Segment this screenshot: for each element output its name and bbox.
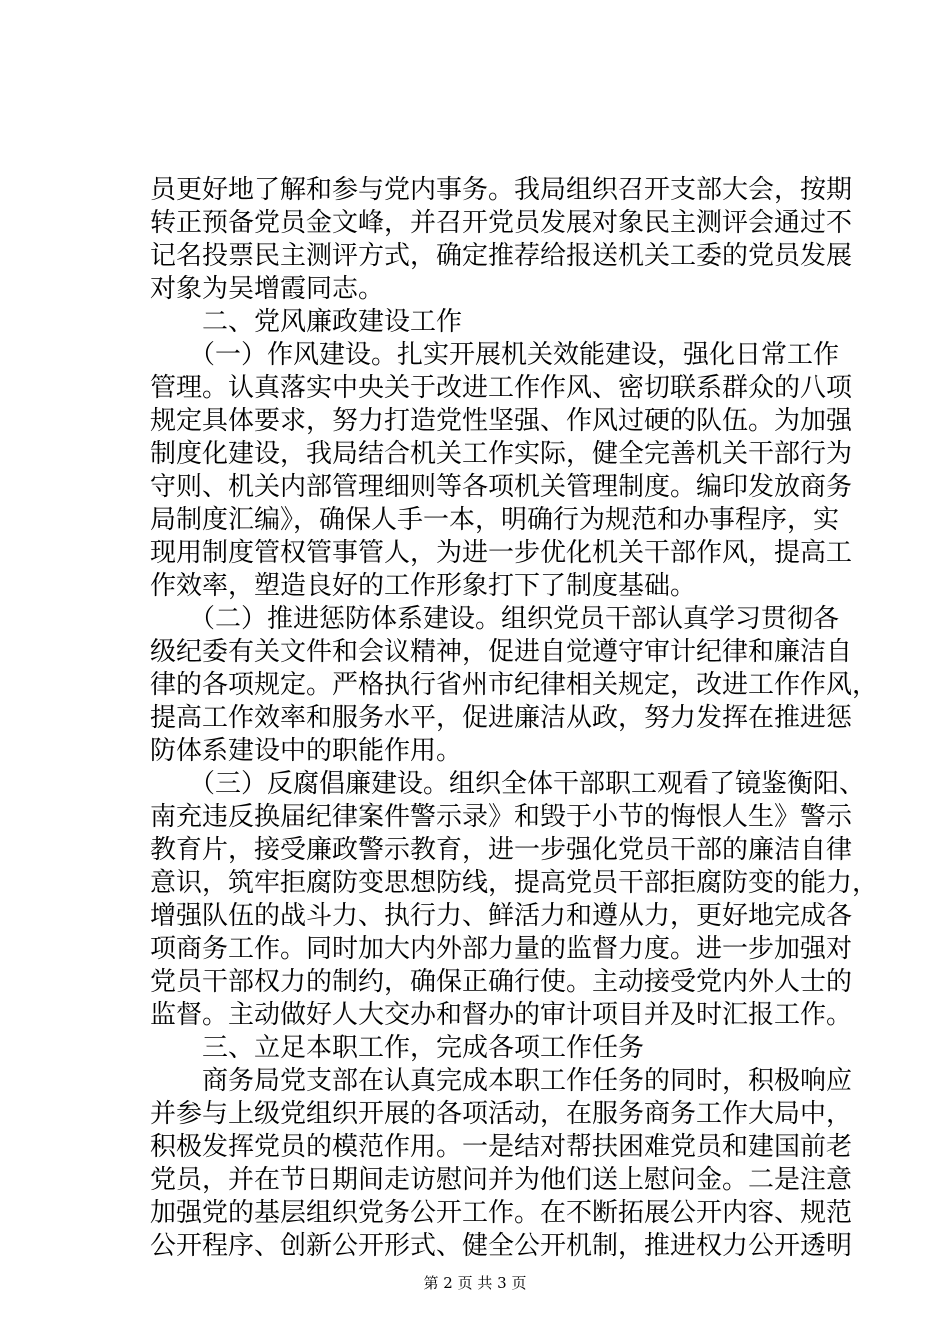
text-line: 作效率，塑造良好的工作形象打下了制度基础。 — [150, 571, 697, 601]
page-number-footer: 第 2 页 共 3 页 — [423, 1274, 527, 1292]
text-line: 商务局党支部在认真完成本职工作任务的同时，积极响应 — [150, 1066, 853, 1096]
text-line: 级纪委有关文件和会议精神，促进自觉遵守审计纪律和廉洁自 — [150, 637, 853, 667]
text-line: 守则、机关内部管理细则等各项机关管理制度。编印发放商务 — [150, 472, 853, 502]
text-line: 现用制度管权管事管人，为进一步优化机关干部作风，提高工 — [150, 538, 853, 568]
text-line: 公开程序、创新公开形式、健全公开机制，推进权力公开透明 — [150, 1231, 853, 1261]
text-line: 转正预备党员金文峰，并召开党员发展对象民主测评会通过不 — [150, 208, 853, 238]
text-line: 制度化建设，我局结合机关工作实际，健全完善机关干部行为 — [150, 439, 853, 469]
text-line: 防体系建设中的职能作用。 — [150, 736, 463, 766]
text-line: 并参与上级党组织开展的各项活动，在服务商务工作大局中， — [150, 1099, 853, 1129]
text-line: 管理。认真落实中央关于改进工作作风、密切联系群众的八项 — [150, 373, 853, 403]
text-line: 监督。主动做好人大交办和督办的审计项目并及时汇报工作。 — [150, 1000, 853, 1030]
text-line: （三）反腐倡廉建设。组织全体干部职工观看了镜鉴衡阳、 — [150, 769, 866, 799]
text-line: 对象为吴增霞同志。 — [150, 274, 385, 304]
text-line: 规定具体要求，努力打造党性坚强、作风过硬的队伍。为加强 — [150, 406, 853, 436]
text-line: 员更好地了解和参与党内事务。我局组织召开支部大会，按期 — [150, 175, 853, 205]
text-line: 增强队伍的战斗力、执行力、鲜活力和遵从力，更好地完成各 — [150, 901, 853, 931]
text-line: 党员干部权力的制约，确保正确行使。主动接受党内外人士的 — [150, 967, 853, 997]
section-heading: 二、党风廉政建设工作 — [150, 307, 463, 337]
text-line: 南充违反换届纪律案件警示录》和毁于小节的悔恨人生》警示 — [150, 802, 853, 832]
text-line: （一）作风建设。扎实开展机关效能建设，强化日常工作 — [150, 340, 840, 370]
text-line: 积极发挥党员的模范作用。一是结对帮扶困难党员和建国前老 — [150, 1132, 853, 1162]
text-line: 党员，并在节日期间走访慰问并为他们送上慰问金。二是注意 — [150, 1165, 853, 1195]
text-line: 律的各项规定。严格执行省州市纪律相关规定，改进工作作风， — [150, 670, 879, 700]
text-line: 意识，筑牢拒腐防变思想防线，提高党员干部拒腐防变的能力， — [150, 868, 879, 898]
text-line: 提高工作效率和服务水平，促进廉洁从政，努力发挥在推进惩 — [150, 703, 853, 733]
text-line: 教育片，接受廉政警示教育，进一步强化党员干部的廉洁自律 — [150, 835, 853, 865]
text-line: 局制度汇编》，确保人手一本，明确行为规范和办事程序，实 — [150, 505, 840, 535]
section-heading: 三、立足本职工作，完成各项工作任务 — [150, 1033, 645, 1063]
text-line: 加强党的基层组织党务公开工作。在不断拓展公开内容、规范 — [150, 1198, 853, 1228]
text-line: （二）推进惩防体系建设。组织党员干部认真学习贯彻各 — [150, 604, 840, 634]
text-line: 项商务工作。同时加大内外部力量的监督力度。进一步加强对 — [150, 934, 853, 964]
text-line: 记名投票民主测评方式，确定推荐给报送机关工委的党员发展 — [150, 241, 853, 271]
